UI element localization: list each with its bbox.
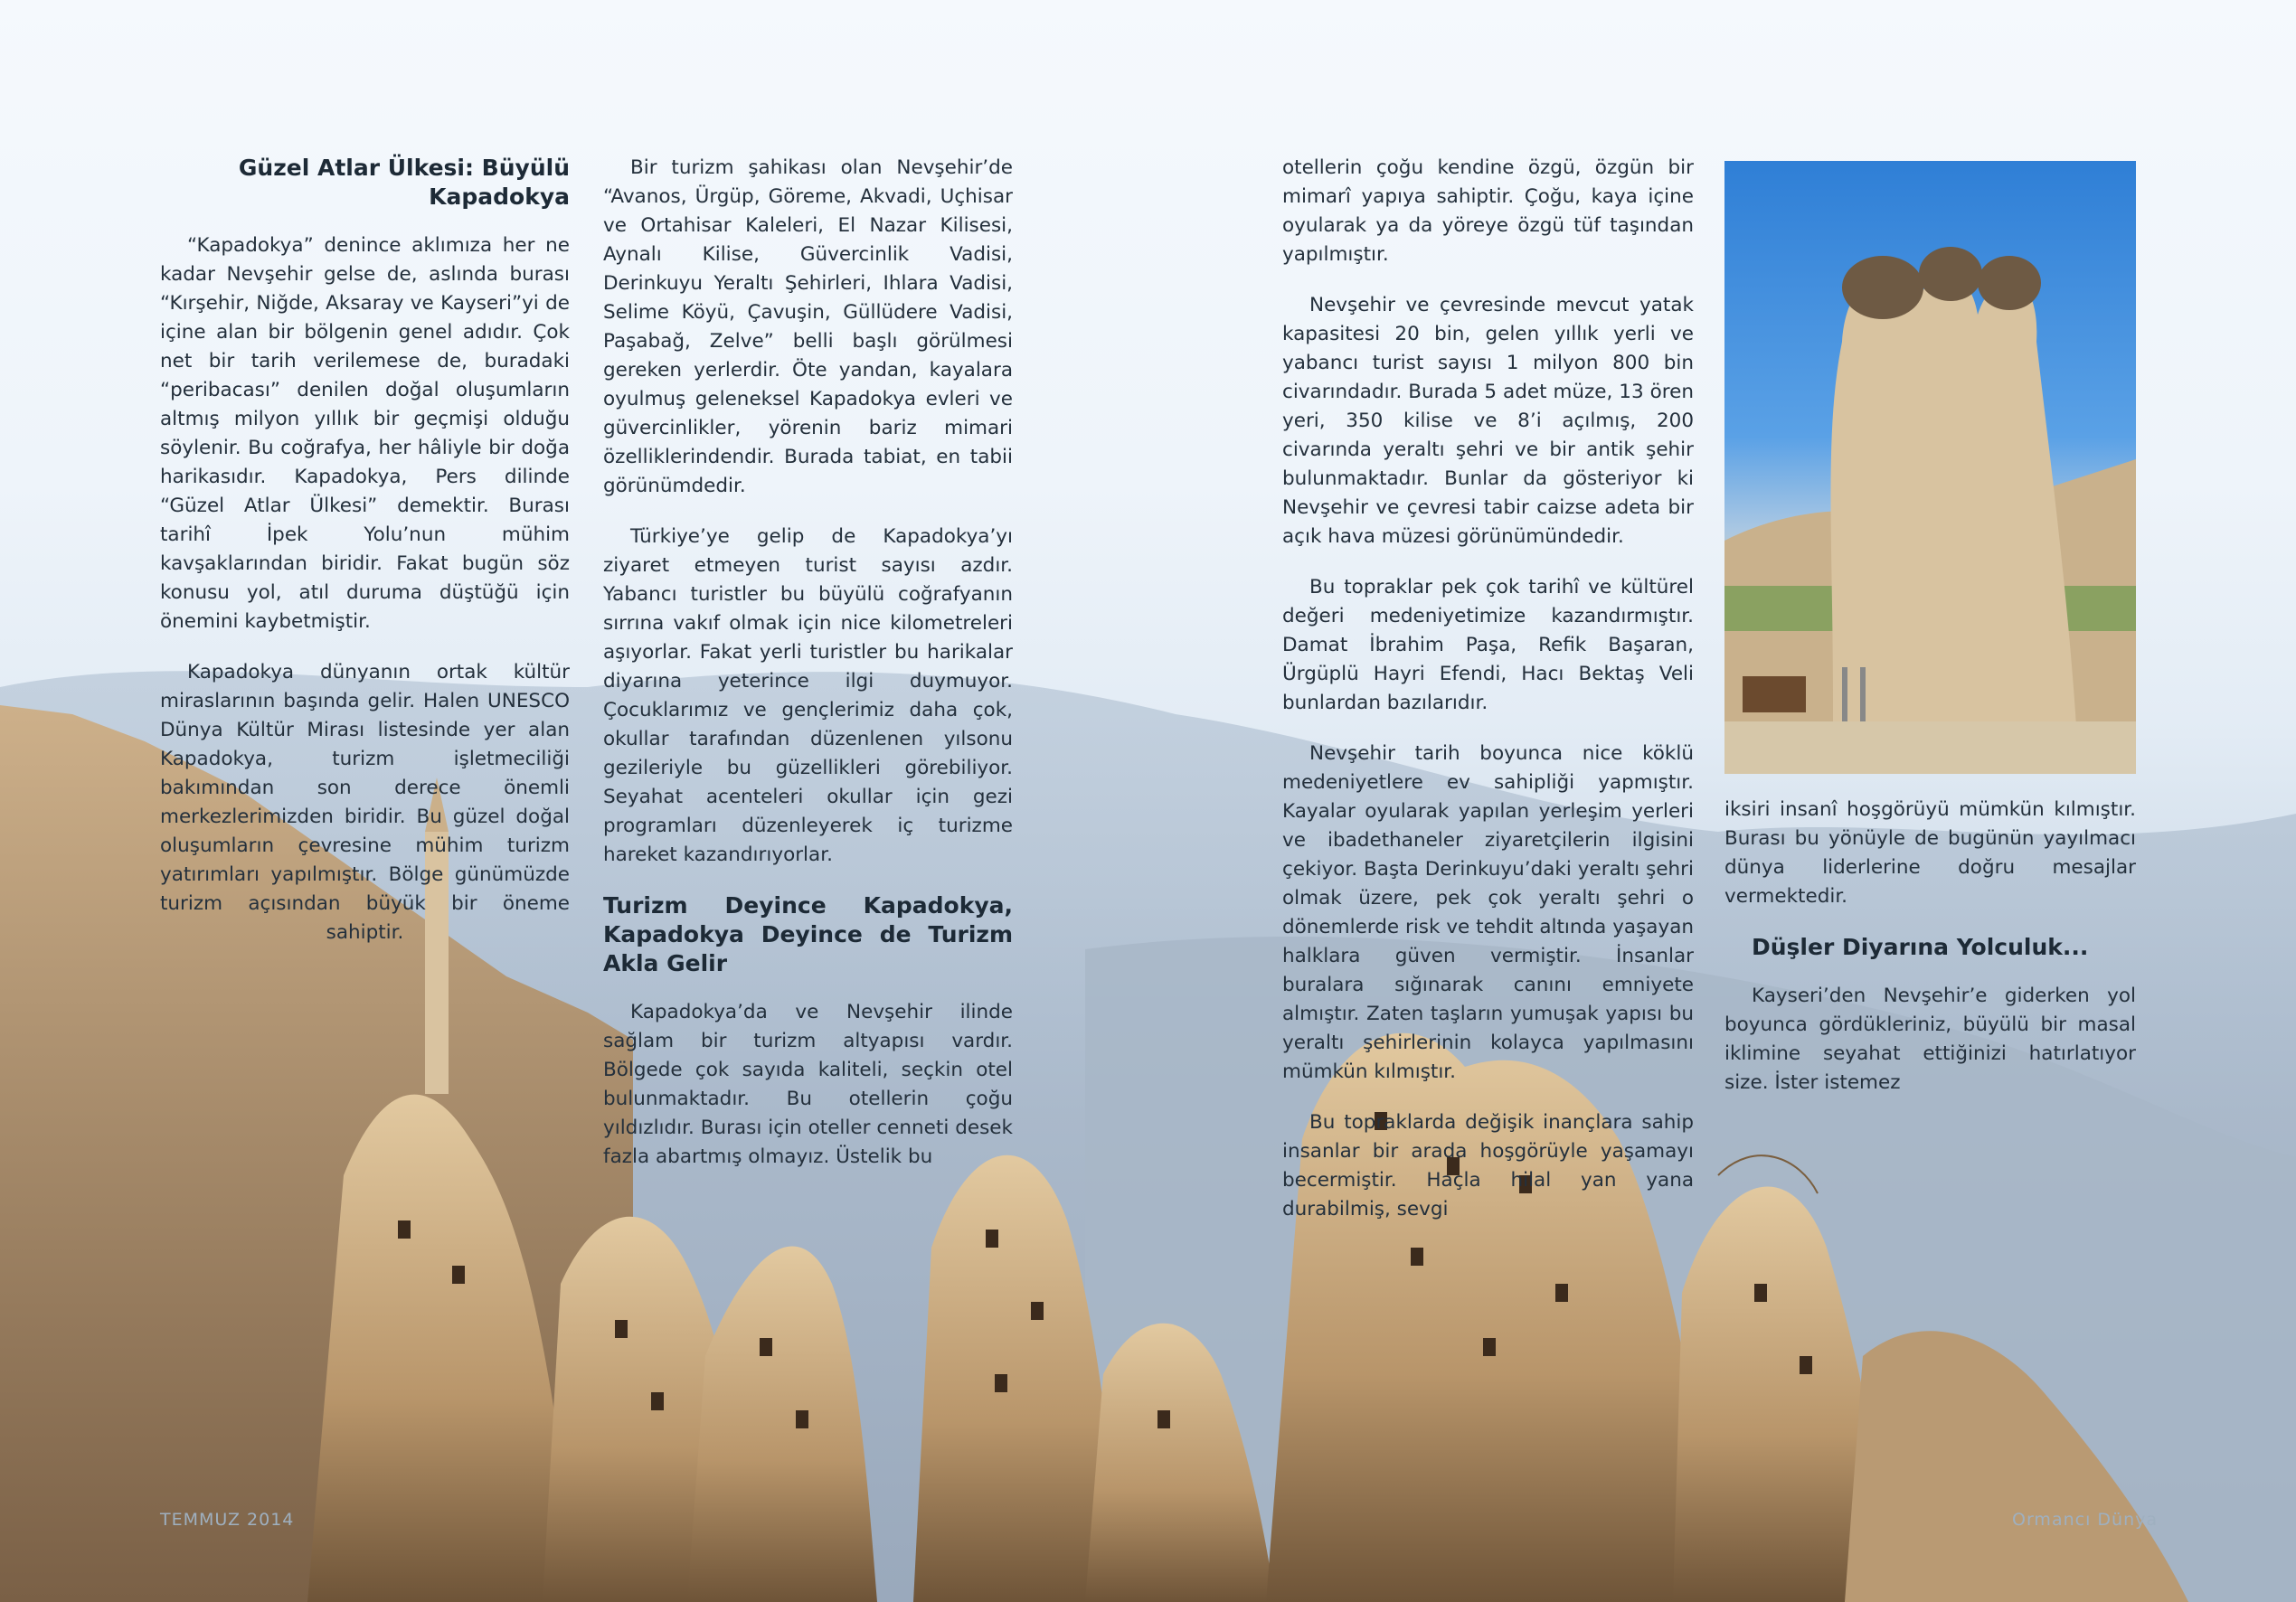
paragraph: Bu topraklar pek çok tarihî ve kültürel değeri medeniyetimize kazandırmıştır. Damat İbrahim Paşa, Refik Başaran, Ürgüplü Hayri Efendi, Hacı Bektaş Veli bunlardan bazılarıdır. bbox=[1282, 576, 1694, 714]
article-column-2 bbox=[603, 154, 1013, 1193]
article-column-1 bbox=[160, 154, 570, 969]
paragraph: Kapadokya’da ve Nevşehir ilinde sağlam bir turizm altyapısı vardır. Bölgede çok sayıda kaliteli, seçkin otel bulunmaktadır. Bu otellerin çoğu yıldızlıdır. Burası için oteller cenneti desek fazla abartmış olmayız. Üstelik bu bbox=[603, 1001, 1013, 1168]
section-heading-dusler-diyari: Düşler Diyarına Yolculuk... bbox=[1752, 934, 2089, 960]
paragraph: Nevşehir ve çevresinde mevcut yatak kapasitesi 20 bin, gelen yıllık yerli ve yabancı turist sayısı 1 milyon 800 bin civarındadır. Burada 5 adet müze, 13 ören yeri, 350 kilise ve 8’i açılmış, 200 civarında yeraltı şehri ve bir antik şehir bulunmaktadır. Bunlar da gösteriyor ki Nevşehir ve çevresi tabir caizse adeta bir açık hava müzesi görünümündedir. bbox=[1282, 294, 1694, 548]
paragraph: otellerin çoğu kendine özgü, özgün bir mimarî yapıya sahiptir. Çoğu, kaya içine oyularak ya da yöreye özgü tüf taşından yapılmıştır. bbox=[1282, 156, 1694, 266]
section-heading-turizm: Turizm Deyince Kapadokya, Kapadokya Deyince de Turizm Akla Gelir bbox=[603, 892, 1013, 976]
article-column-4 bbox=[1724, 796, 2136, 1119]
paragraph: Kapadokya dünyanın ortak kültür miraslarının başında gelir. Halen UNESCO Dünya Kültür Mirası listesinde yer alan Kapadokya, turizm işletmeciliği bakımından son derece önemli merkezlerimizden biridir. Bu güzel doğal oluşumların çevresine mühim turizm yatırımları yapılmıştır. Bölge günümüzde turizm açısından büyük bir öneme sahiptir. bbox=[160, 661, 570, 944]
paragraph: “Kapadokya” denince aklımıza her ne kadar Nevşehir gelse de, aslında burası “Kırşehir, Niğde, Aksaray ve Kayseri”yi de içine alan bir bölgenin genel adıdır. Çok net bir tarih verilemese de, buradaki “peribacası” denilen doğal oluşumların altmış milyon yıllık bir geçmişi olduğu söylenir. Bu coğrafya, her hâliyle bir doğa harikasıdır. Kapadokya, Pers dilinde “Güzel Atlar Ülkesi” demektir. Burası tarihî İpek Yolu’nun mühim kavşaklarından biridir. Fakat bugün söz konusu yol, atıl duruma düştüğü için önemini kaybetmiştir. bbox=[160, 234, 570, 633]
paragraph: Bu topraklarda değişik inançlara sahip insanlar bir arada hoşgörüyle yaşamayı becermiştir. Haçla hilal yan yana durabilmiş, sevgi bbox=[1282, 1111, 1694, 1220]
paragraph: Kayseri’den Nevşehir’e giderken yol boyunca gördükleriniz, büyülü bir masal iklimine seyahat ettiğinizi hatırlatıyor size. İster istemez bbox=[1724, 985, 2136, 1094]
fairy-chimney-photo bbox=[1724, 161, 2136, 774]
paragraph: Türkiye’ye gelip de Kapadokya’yı ziyaret etmeyen turist sayısı azdır. Yabancı turistler bu büyülü coğrafyanın sırrına vakıf olmak için nice kilometreleri aşıyorlar. Fakat yerli turistler bu harikalar diyarına yeterince ilgi duymuyor. Çocuklarımız ve gençlerimiz daha çok, okullar tarafından düzenlenen yılsonu gezileriyle bu güzellikleri görebiliyor. Seyahat acenteleri okullar için gezi programları düzenleyerek iç turizme hareket kazandırıyorlar. bbox=[603, 525, 1013, 866]
footer-issue-date: TEMMUZ 2014 bbox=[160, 1510, 295, 1530]
paragraph: Nevşehir tarih boyunca nice köklü medeniyetlere ev sahipliği yapmıştır. Kayalar oyularak yapılan yerleşim yerleri ve ibadethaneler ziyaretçilerin ilgisini çekiyor. Başta Derinkuyu’daki yeraltı şehri olmak üzere, pek çok yeraltı şehri o dönemlerde risk ve tehdit altında yaşayan halklara güven vermiştir. İnsanlar buralara sığınarak canını emniyete almıştır. Zaten taşların yumuşak yapısı bu yeraltı şehirlerinin kolayca yapılmasını mümkün kılmıştır. bbox=[1282, 742, 1694, 1083]
section-heading-guzel-atlar: Güzel Atlar Ülkesi: Büyülü Kapadokya bbox=[238, 155, 570, 210]
footer-magazine-name: Ormancı Dünya bbox=[2012, 1510, 2158, 1530]
paragraph: iksiri insanî hoşgörüyü mümkün kılmıştır. Burası bu yönüyle de bugünün yayılmacı dünya liderlerine doğru mesajlar vermektedir. bbox=[1724, 798, 2136, 908]
paragraph: Bir turizm şahikası olan Nevşehir’de “Avanos, Ürgüp, Göreme, Akvadi, Uçhisar ve Ortahisar Kaleleri, El Nazar Kilisesi, Aynalı Kilise, Güvercinlik Vadisi, Derinkuyu Yeraltı Şehirleri, Ihlara Vadisi, Selime Köyü, Çavuşin, Güllüdere Vadisi, Paşabağ, Zelve” belli başlı görülmesi gereken yerlerdir. Öte yandan, kayalara oyulmuş geleneksel Kapadokya evleri ve güvercinlikler, yörenin bariz mimari özelliklerindendir. Burada tabiat, en tabii görünümdedir. bbox=[603, 156, 1013, 497]
article-column-3 bbox=[1282, 154, 1694, 1246]
